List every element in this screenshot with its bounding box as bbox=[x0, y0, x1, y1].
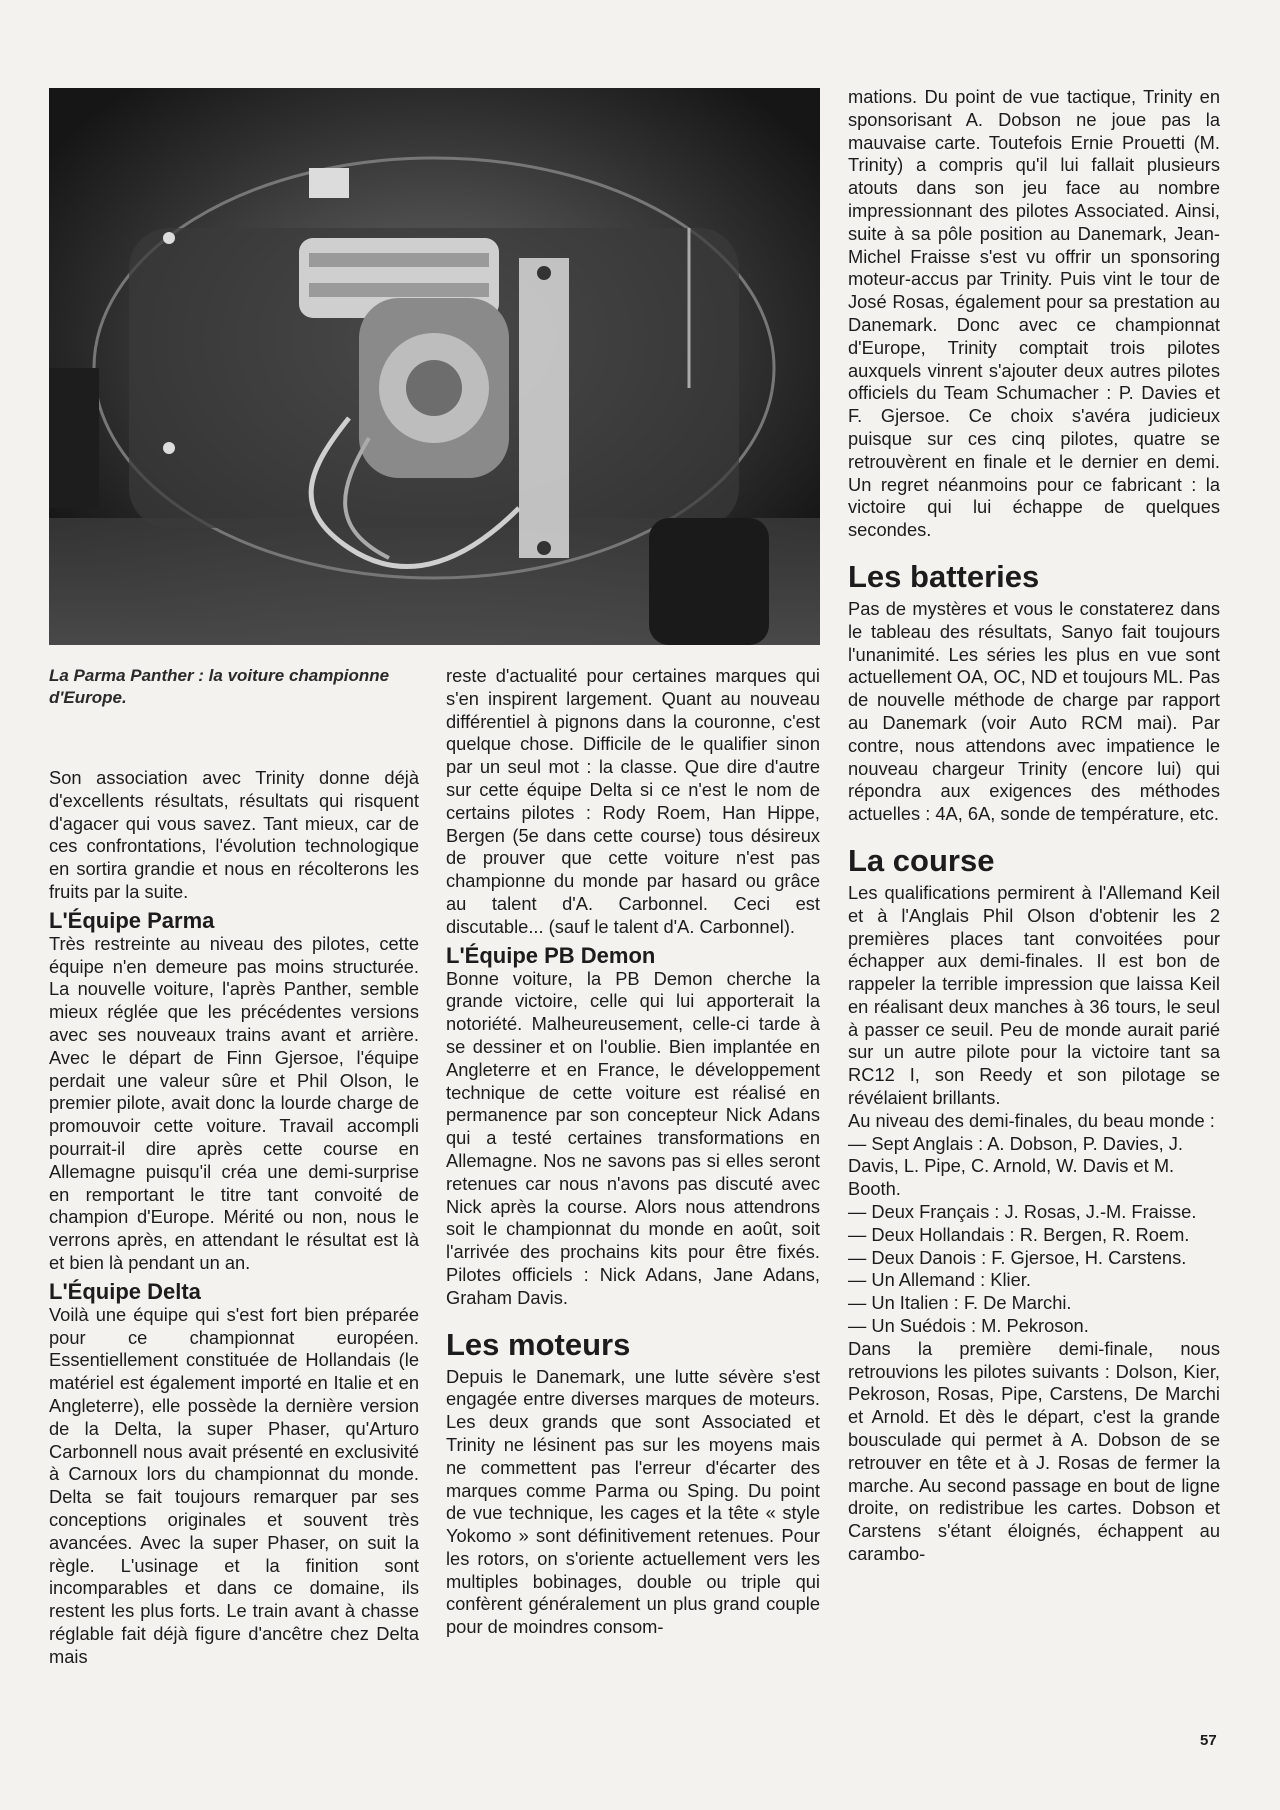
list-item: — Un Italien : F. De Marchi. bbox=[848, 1292, 1072, 1314]
moteurs-paragraph: Depuis le Danemark, une lutte sévère s'est engagée entre diverses marques de moteurs. Les deux grands que sont Associated et Trinity ne lésinent pas sur les moyens mais ne commettent pas l'erreur d'écarter des marques comme Parma ou Sping. Du point de vue technique, les cages et la tête « style Yokomo » sont définitivement retenues. Pour les rotors, on s'oriente actuellement vers les multiples bobinages, double ou triple qui confèrent généralement un plus grand couple pour de moindres consom- bbox=[446, 1365, 820, 1638]
list-item: — Deux Français : J. Rosas, J.-M. Fraisse. bbox=[848, 1201, 1197, 1223]
pb-demon-paragraph: Bonne voiture, la PB Demon cherche la grande victoire, celle qui lui apporterait la notoriété. Malheureusement, celle-ci tarde à se dessiner et on l'oublie. Bien implantée en Angleterre et en France, le développement technique de cette voiture est réalisé en permanence par son concepteur Nick Adans qui a testé certaines transformations en Allemagne. Nos ne savons pas si elles seront retenues car nous n'avons pas discuté avec Nick après la course. Alors nous attendrons soit le championnat du monde en août, soit l'arrivée des prochains kits pour être fixés. Pilotes officiels : Nick Adans, Jane Adans, Graham Davis. bbox=[446, 967, 820, 1308]
list-item: — Sept Anglais : A. Dobson, P. Davies, J. Davis, L. Pipe, C. Arnold, W. Davis et M. Booth. bbox=[848, 1132, 1183, 1200]
column-3 bbox=[848, 86, 1220, 1566]
delta-continued-paragraph: reste d'actualité pour certaines marques qui s'en inspirent largement. Quant au nouveau différentiel à pignons dans la couronne, c'est quelque chose. Difficile de le qualifier sinon par un seul mot : la classe. Que dire d'autre sur cette équipe Delta si ce n'est le nom de certains pilotes : Rody Roem, Han Hippe, Bergen (5e dans cette course) tous désireux de prouver que cette voiture n'est pas championne du monde par hasard ou grâce au talent d'A. Carbonnel. Ceci est discutable... (sauf le talent d'A. Carbonnel). bbox=[446, 665, 820, 937]
page-number: 57 bbox=[1200, 1732, 1217, 1749]
list-item: — Un Allemand : Klier. bbox=[848, 1269, 1031, 1291]
moteurs-continued-paragraph: mations. Du point de vue tactique, Trinity en sponsorisant A. Dobson ne joue pas la mauvaise carte. Toutefois Ernie Prouetti (M. Trinity) a compris qu'il lui fallait plusieurs atouts dans son jeu face au nombre impressionnant des pilotes Associated. Ainsi, suite à sa pôle position au Danemark, Jean-Michel Fraisse s'est vu offrir un sponsoring moteur-accus par Trinity. Puis vint le tour de José Rosas, également pour sa prestation au Danemark. Donc avec ce championnat d'Europe, Trinity comptait trois pilotes auxquels vinrent s'ajouter deux autres pilotes officiels du Team Schumacher : P. Davies et F. Gjersoe. Ce choix s'avéra judicieux puisque sur ces cinq pilotes, quatre se retrouvèrent en finale et le dernier en demi. Un regret néanmoins pour ce fabricant : la victoire qui lui échappe de quelques secondes. bbox=[848, 86, 1220, 541]
heading-les-batteries: Les batteries bbox=[848, 558, 1040, 594]
demi-finales-intro: Au niveau des demi-finales, du beau monde : bbox=[848, 1109, 1215, 1131]
list-item: — Un Suédois : M. Pekroson. bbox=[848, 1315, 1089, 1337]
column-2 bbox=[446, 665, 820, 1639]
heading-equipe-delta: L'Équipe Delta bbox=[49, 1278, 201, 1304]
list-item: — Deux Hollandais : R. Bergen, R. Roem. bbox=[848, 1223, 1190, 1245]
parma-paragraph: Très restreinte au niveau des pilotes, cette équipe n'en demeure pas moins structurée. La nouvelle voiture, l'après Panther, semble mieux réglée que les précédentes versions avec ses nouveaux trains avant et arrière. Avec le départ de Finn Gjersoe, l'équipe perdait une valeur sûre et Phil Olson, le premier pilote, avait donc la lourde charge de promouvoir cette voiture. Travail accompli pourrait-il dire après cette course en Allemagne puisqu'il créa une demi-surprise en remportant le titre tant convoité de champion d'Europe. Mérité ou non, nous le verrons après, en attendant le résultat est là et bien là pendant un an. bbox=[49, 932, 419, 1273]
heading-equipe-parma: L'Équipe Parma bbox=[49, 907, 215, 933]
list-item: — Deux Danois : F. Gjersoe, H. Carstens. bbox=[848, 1246, 1187, 1268]
photo-caption: La Parma Panther : la voiture championne d'Europe. bbox=[49, 666, 390, 707]
course-paragraph: Les qualifications permirent à l'Allemand Keil et à l'Anglais Phil Olson d'obtenir les 2 premières places tant convoitées pour échapper aux demi-finales. Il est bon de rappeler la terrible impression que laissa Keil en réalisant deux manches à 36 tours, le seul à passer ce seuil. Peu de monde aurait parié sur un autre pilote pour la victoire tant sa RC12 I, son Reedy et son pilotage se révélaient brillants. bbox=[848, 881, 1220, 1109]
heading-la-course: La course bbox=[848, 842, 995, 878]
column-1 bbox=[49, 767, 419, 1668]
heading-equipe-pb-demon: L'Équipe PB Demon bbox=[446, 942, 656, 968]
premiere-demi-finale-paragraph: Dans la première demi-finale, nous retrouvions les pilotes suivants : Dolson, Kier, Pekroson, Rosas, Pipe, Carstens, De Marchi et Arnold. Et dès le départ, c'est la grande bousculade qui permet à A. Dobson de se retrouver en tête et à J. Rosas de fermer la marche. Au second passage en bout de ligne droite, on redistribue les cartes. Dobson et Carstens s'étant éloignés, échappent au carambo- bbox=[848, 1337, 1220, 1565]
delta-paragraph: Voilà une équipe qui s'est fort bien préparée pour ce championnat européen. Essentiellement constituée de Hollandais (le matériel est également importé en Italie et en Angleterre), elle possède la dernière version de la Delta, la super Phaser, qu'Arturo Carbonnell nous avait présenté en exclusivité à Carnoux lors du championnat du monde. Delta se fait toujours remarquer par ses conceptions originales et souvent très avancées. Avec la super Phaser, on suit la règle. L'usinage et la finition sont incomparables et dans ce domaine, ils restent les plus forts. Le train avant à chasse réglable fait déjà figure d'ancêtre chez Delta mais bbox=[49, 1303, 419, 1667]
demi-finales-list bbox=[848, 1133, 1220, 1338]
car-photo bbox=[49, 88, 820, 645]
batteries-paragraph: Pas de mystères et vous le constaterez dans le tableau des résultats, Sanyo fait toujours l'unanimité. Les séries les plus en vue sont actuellement OA, OC, ND et toujours ML. Pas de nouvelle méthode de charge par rapport au Danemark (voir Auto RCM mai). Par contre, nous attendons avec impatience le nouveau chargeur Trinity (encore lui) qui répondra aux exigences des méthodes actuelles : 4A, 6A, sonde de température, etc. bbox=[848, 597, 1220, 825]
intro-paragraph: Son association avec Trinity donne déjà d'excellents résultats, résultats qui risquent d'agacer qui vous savez. Tant mieux, car de ces confrontations, l'évolution technologique en sortira grandie et nous en récolterons les fruits par la suite. bbox=[49, 767, 419, 902]
heading-les-moteurs: Les moteurs bbox=[446, 1326, 631, 1362]
